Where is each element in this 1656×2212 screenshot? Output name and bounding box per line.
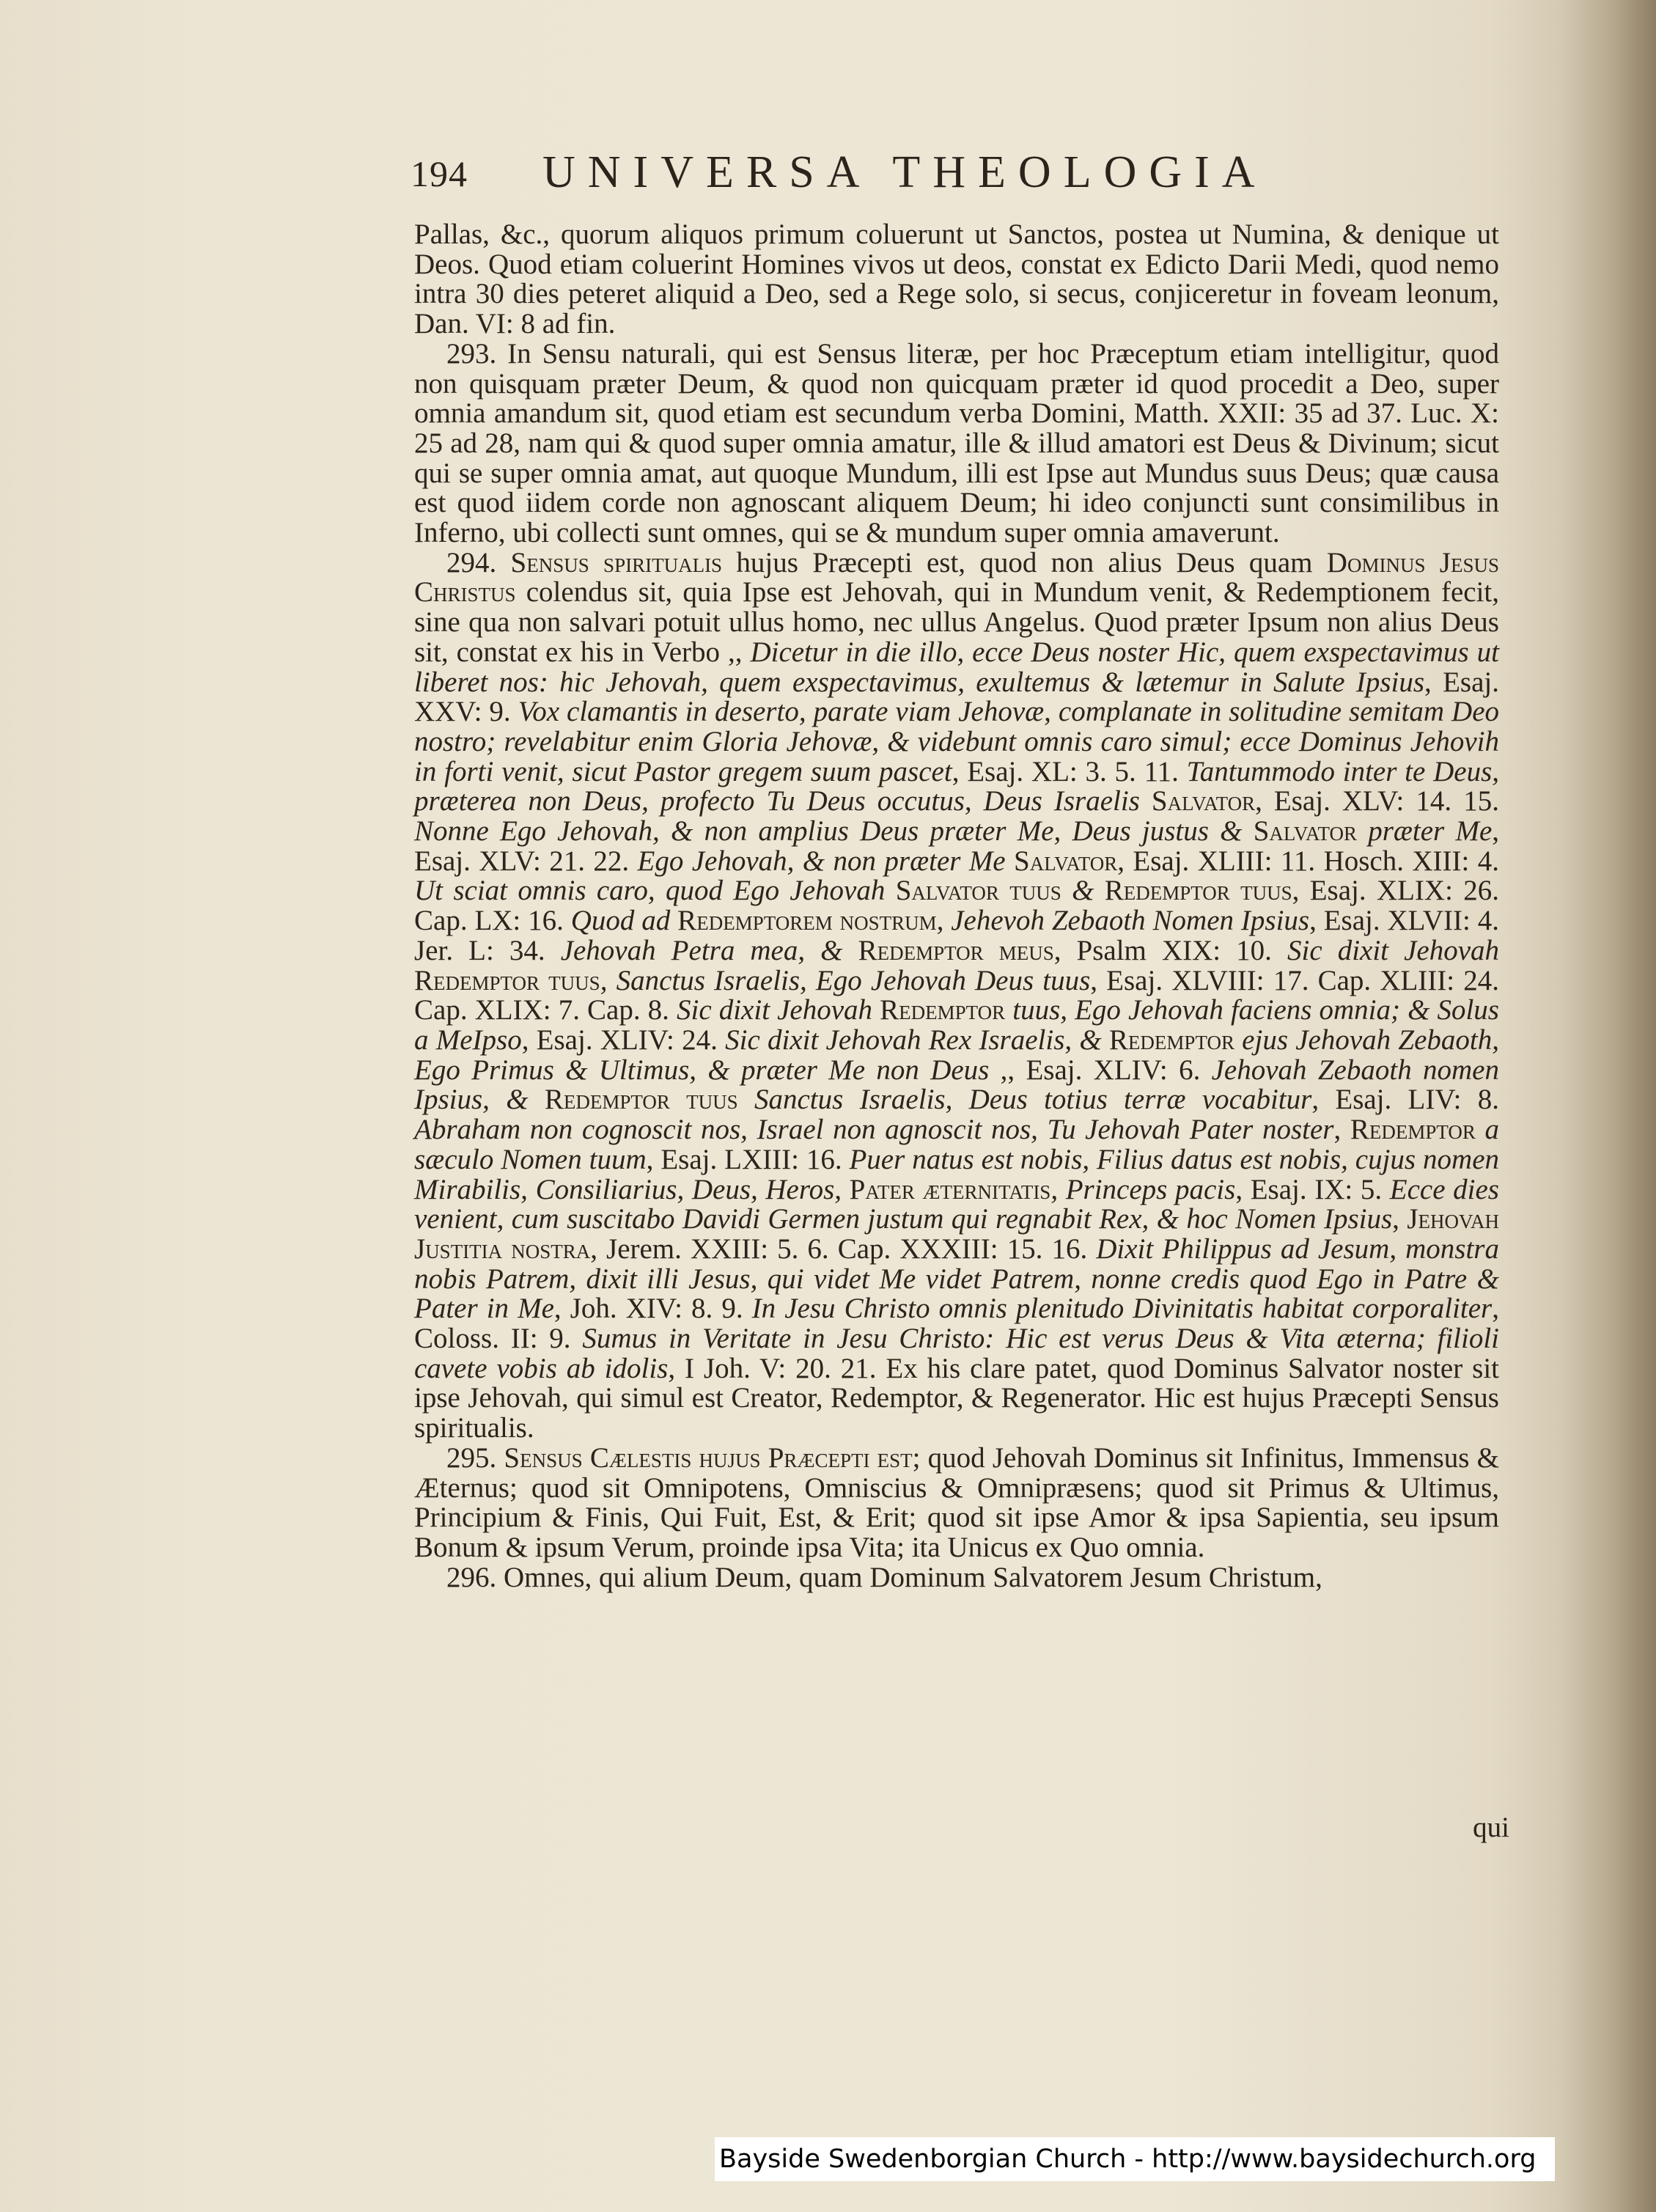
citation: , Psalm XIX: 10. [1053,934,1287,966]
citation: , Esaj. XL: 3. 5. 11. [952,755,1187,787]
italic-quote: Sanctus Israelis, Deus totius terræ vocabitur [737,1084,1312,1116]
italic-quote: Ecce dies venient, cum suscitabo Davidi Germen justum qui regnabit Rex, & hoc Nomen Ipsius [414,1173,1499,1235]
italic-quote: Ego Jehovah, & non præter Me [637,845,1006,877]
page-number: 194 [411,153,468,194]
italic-quote: Sic dixit Jehovah [677,994,873,1026]
italic-quote: Sumus in Veritate in Jesu Christo: Hic est verus Deus & Vita æterna; filioli cavete vobis ab idolis [414,1323,1500,1384]
small-caps-text: Redemptor tuus [528,1084,738,1116]
paragraph-294 [414,548,1499,1444]
paragraph-text: In Sensu naturali, qui est Sensus literæ, per hoc Præceptum etiam intelligitur, quod non quisquam præter Deum, & quod non quicquam præter id quod procedit a Deo, super omnia amandum sit, quod etiam est secundum verba Domini, Matth. XXII: 35 ad 37. Luc. X: 25 ad 28, nam qui & quod super omnia amatur, ille & illud amatori est Deus & Divinum; sicut qui se super omnia amat, aut quoque Mundum, illi est Ipse aut Mundus suus Deus; quæ causa est quod iidem corde non agnoscant aliquem Deum; hi ideo conjuncti sunt consimilibus in Inferno, ubi collecti sunt omnes, qui se & mundum super omnia amaverunt. [414,337,1499,549]
italic-quote: , Princeps pacis [1050,1173,1236,1205]
page-gutter-shadow [1561,0,1656,2212]
citation: , Esaj. XLIII: 11. Hosch. XIII: 4. [1117,845,1499,877]
paragraph-text: Omnes, qui alium Deum, quam Dominum Salvatorem Jesum Christum, [496,1561,1322,1593]
small-caps-text: Sensus Cælestis hujus Præcepti est [496,1441,913,1474]
italic-quote: Ut sciat omnis caro, quod Ego Jehovah [414,875,886,907]
citation: , Esaj. XLV: 14. 15. [1255,785,1499,817]
catchword: qui [1473,1812,1509,1843]
paragraph-296 [414,1563,1499,1593]
italic-quote: , Jehevoh Zebaoth Nomen Ipsius [936,905,1310,937]
paragraph-text: Pallas, &c., quorum aliquos primum coluerunt ut Sanctos, postea ut Numina, & denique ut Deos. Quod etiam coluerint Homines vivos ut deos, constat ex Edicto Darii Medi, quod nemo intra 30 dies peteret aliquid a Deo, sed a Rege solo, si secus, conjiceretur in foveam leonum, Dan. VI: 8 ad fin. [414,218,1499,340]
citation: , Esaj. XXV: 9. [414,666,1499,728]
italic-quote: & [1061,875,1094,907]
body-text [414,220,1499,1592]
paragraph-293 [414,339,1499,548]
page-header [411,147,1385,205]
citation: , Joh. XIV: 8. 9. [553,1293,752,1325]
citation: , Esaj. XLVII: 4. Jer. L: 34. [414,905,1499,966]
italic-quote: Tantummodo inter te Deus, præterea non Deus, profecto Tu Deus occutus, Deus Israelis [414,755,1499,817]
small-caps-text: Sensus spiritualis [496,546,723,578]
italic-quote: Quod ad [570,905,671,937]
citation: , Esaj. LIV: 8. [1311,1084,1500,1116]
italic-quote: Vox clamantis in deserto, parate viam Jehovæ, complanate in solitudine semitam Deo nostro; revelabitur enim Gloria Jehovæ, & videbunt omnis caro simul; ecce Dominus Jehovih in forti venit, sicut Pastor gregem suum pascet [414,696,1500,787]
small-caps-text: Dominus Jesus Christus [414,546,1499,609]
small-caps-text: Redemptor tuus [1094,875,1292,907]
small-caps-text: Salvator [1139,785,1256,817]
paragraph-text: ; quod Jehovah Dominus sit Infinitus, Immensus & Æternus; quod sit Omnipotens, Omniscius & Omnipræsens; quod sit Primus & Ultimus, Principium & Finis, Qui Fuit, Est, & Erit; quod sit ipse Amor & ipsa Sapientia, seu ipsum Bonum & ipsum Verum, proinde ipsa Vita; ita Unicus ex Quo omnia. [414,1441,1499,1563]
small-caps-text: Pater æternitatis [842,1173,1051,1205]
citation: , Esaj. XLV: 21. 22. [414,815,1499,877]
small-caps-text: Redemptor [872,994,1006,1026]
small-caps-text: Salvator [1005,845,1118,877]
roman-text: colendus sit, quia Ipse est Jehovah, qui in Mundum venit, & Redemptionem fecit, sine qua non salvari potuit ullus homo, nec ullus Angelus. Quod præter Ipsum non alius Deus sit, constat ex his in Verbo ,, [414,576,1499,668]
italic-quote: Dicetur in die illo, ecce Deus noster Hic, quem exspectavimus ut liberet nos: hic Jehovah, quem exspectavimus, exultemus & lætemur in Salute Ipsius [414,636,1499,698]
italic-quote: , Sanctus Israelis, Ego Jehovah Deus tuus [600,964,1091,996]
citation: , Coloss. II: 9. [414,1293,1499,1355]
small-caps-text: , Jehovah Justitia nostra [414,1203,1499,1265]
citation: , Jerem. XXIII: 5. 6. Cap. XXXIII: 15. 16. [590,1232,1097,1265]
small-caps-text: Salvator tuus [885,875,1061,907]
citation: , Esaj. XLIX: 26. Cap. LX: 16. [414,875,1499,937]
paragraph-number: 295. [446,1441,497,1474]
paragraph-number: 296. [446,1561,497,1593]
paragraph-number: 293. [446,337,497,370]
italic-quote: Dixit Philippus ad Jesum, monstra nobis Patrem, dixit illi Jesus, qui videt Me videt Patrem, nonne credis quod Ego in Patre & Pater in Me [414,1232,1499,1325]
small-caps-text: , Redemptor [1333,1114,1476,1146]
italic-quote: Abraham non cognoscit nos, Israel non agnoscit nos, Tu Jehovah Pater noster [414,1114,1334,1146]
citation: , I Joh. V: 20. 21. Ex his clare patet, quod Dominus Salvator noster sit ipse Jehovah, qui simul est Creator, Redemptor, & Regenerator. Hic est hujus Præcepti Sensus spiritualis. [414,1352,1499,1444]
italic-quote: præter Me [1356,815,1493,848]
italic-quote: Puer natus est nobis, Filius datus est nobis, cujus nomen Mirabilis, Consiliarius, Deus, Heros, [414,1143,1499,1205]
citation: , Esaj. IX: 5. [1235,1173,1390,1205]
watermark-banner: Bayside Swedenborgian Church - http://www.baysidechurch.org [715,2137,1555,2181]
small-caps-text: Redemptor tuus [414,964,600,996]
italic-quote: Sic dixit Jehovah [1287,934,1500,966]
small-caps-text: Salvator [1242,815,1357,848]
small-caps-text: Redemptorem nostrum [670,905,937,937]
paragraph-continued [414,220,1499,339]
italic-quote: a sæculo Nomen tuum [414,1114,1500,1175]
small-caps-text: Redemptor meus [842,934,1054,966]
small-caps-text: Redemptor [1101,1024,1234,1056]
italic-quote: ejus Jehovah Zebaoth, Ego Primus & Ultimus, & præter Me non Deus [414,1024,1499,1086]
citation: , Esaj. LXIII: 16. [646,1143,850,1175]
italic-quote: Jehovah Petra mea, & [560,934,843,966]
citation: ,, Esaj. XLIV: 6. [989,1054,1212,1086]
paragraph-295 [414,1441,1499,1563]
paragraph-number: 294. [446,546,497,578]
italic-quote: Sic dixit Jehovah Rex Israelis, & [725,1024,1102,1056]
italic-quote: In Jesu Christo omnis plenitudo Divinitatis habitat corporaliter [751,1293,1493,1325]
italic-quote: Nonne Ego Jehovah, & non amplius Deus præter Me, Deus justus & [414,815,1243,848]
italic-quote: Jehovah Zebaoth nomen Ipsius, & [414,1054,1499,1116]
running-title: UNIVERSA THEOLOGIA [542,147,1267,197]
citation: , Esaj. XLVIII: 17. Cap. XLIII: 24. Cap. XLIX: 7. Cap. 8. [414,964,1499,1026]
citation: , Esaj. XLIV: 24. [521,1024,726,1056]
italic-quote: tuus, Ego Jehovah faciens omnia; & Solus a MeIpso [414,994,1499,1056]
roman-text: hujus Præcepti est, quod non alius Deus quam [722,546,1327,578]
